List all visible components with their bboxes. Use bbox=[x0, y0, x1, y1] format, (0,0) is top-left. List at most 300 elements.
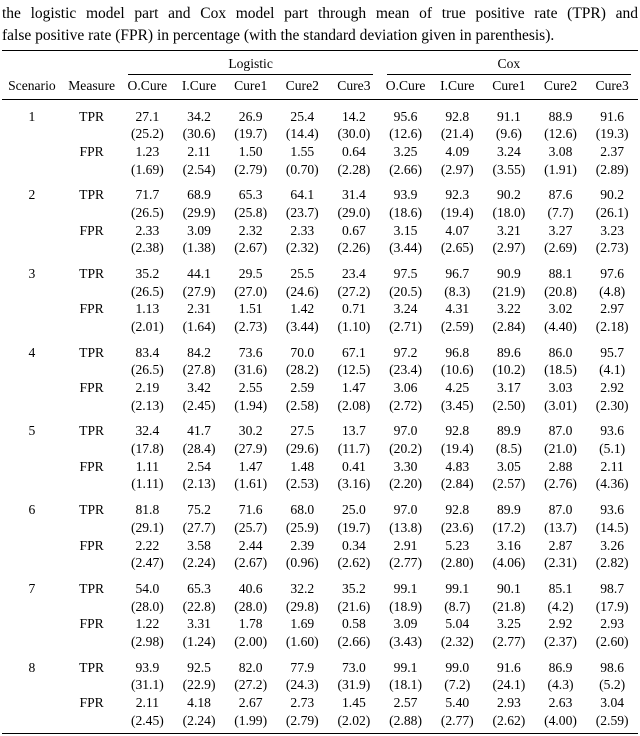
value-cell: 77.9 bbox=[290, 659, 315, 675]
value-cell: 27.1 bbox=[135, 108, 160, 124]
value-cell: 2.33 bbox=[135, 222, 160, 238]
value-cell: 1.42 bbox=[290, 301, 315, 317]
value-cell: 87.0 bbox=[548, 423, 573, 439]
value-cell: 2.37 bbox=[600, 144, 625, 160]
value-cell: 2.11 bbox=[135, 694, 159, 710]
value-cell: 32.4 bbox=[135, 423, 160, 439]
value-cell: (11.7) bbox=[337, 441, 371, 457]
value-cell: 25.4 bbox=[290, 108, 315, 124]
empty-cell bbox=[62, 283, 122, 301]
value-cell: (2.69) bbox=[544, 240, 577, 256]
value-cell: 90.9 bbox=[497, 266, 521, 282]
value-cell: 2.33 bbox=[290, 222, 315, 238]
table-row bbox=[2, 161, 638, 179]
value-cell: (2.13) bbox=[182, 476, 216, 492]
column-header-ocure-cox: O.Cure bbox=[380, 75, 432, 99]
measure-label: FPR bbox=[79, 616, 104, 632]
value-cell: (20.8) bbox=[544, 283, 577, 299]
value-cell: (21.6) bbox=[337, 598, 371, 614]
value-cell: (27.8) bbox=[182, 362, 216, 378]
value-cell: (2.45) bbox=[182, 397, 216, 413]
value-cell: (2.37) bbox=[544, 633, 577, 649]
value-cell: 92.5 bbox=[187, 659, 211, 675]
value-cell: 70.0 bbox=[290, 344, 315, 360]
value-cell: 75.2 bbox=[187, 502, 211, 518]
value-cell: (29.8) bbox=[285, 598, 319, 614]
value-cell: (29.9) bbox=[182, 205, 216, 221]
value-cell: 3.23 bbox=[600, 222, 625, 238]
scenario-number: 7 bbox=[28, 580, 36, 596]
value-cell: 82.0 bbox=[238, 659, 263, 675]
measure-label: FPR bbox=[79, 301, 104, 317]
empty-cell bbox=[2, 615, 62, 633]
table-row bbox=[2, 554, 638, 572]
value-cell: 32.2 bbox=[290, 580, 315, 596]
measure-label: TPR bbox=[79, 266, 105, 282]
value-cell: (27.2) bbox=[234, 677, 268, 693]
value-cell: (1.60) bbox=[285, 633, 319, 649]
column-header-icure-logistic: I.Cure bbox=[173, 75, 225, 99]
column-header-scenario: Scenario bbox=[2, 75, 62, 99]
value-cell: (14.4) bbox=[285, 126, 319, 142]
value-cell: 2.44 bbox=[238, 537, 263, 553]
column-header-measure: Measure bbox=[62, 75, 122, 99]
value-cell: 3.58 bbox=[187, 537, 211, 553]
value-cell: (7.2) bbox=[444, 677, 471, 693]
value-cell: 5.40 bbox=[445, 694, 470, 710]
value-cell: 0.71 bbox=[342, 301, 366, 317]
caption-line-2: false positive rate (FPR) in percentage (with the standard deviation given in parenthesis). bbox=[2, 26, 555, 44]
value-cell: 1.11 bbox=[135, 458, 159, 474]
value-cell: (25.9) bbox=[285, 519, 319, 535]
value-cell: 2.22 bbox=[135, 537, 160, 553]
value-cell: (10.6) bbox=[440, 362, 474, 378]
value-cell: (19.4) bbox=[440, 205, 474, 221]
value-cell: (3.44) bbox=[389, 240, 422, 256]
value-cell: (19.3) bbox=[595, 126, 629, 142]
measure-label: FPR bbox=[79, 222, 104, 238]
group-header-logistic: Logistic bbox=[121, 51, 379, 75]
value-cell: 25.5 bbox=[290, 266, 315, 282]
value-cell: (31.1) bbox=[130, 677, 164, 693]
value-cell: 92.8 bbox=[445, 502, 470, 518]
value-cell: 40.6 bbox=[238, 580, 263, 596]
measure-label: TPR bbox=[79, 502, 105, 518]
group-header-cox: Cox bbox=[380, 51, 638, 75]
group-header-spacer bbox=[2, 51, 121, 75]
value-cell: 1.13 bbox=[135, 301, 160, 317]
value-cell: 91.6 bbox=[600, 108, 625, 124]
value-cell: (19.7) bbox=[234, 126, 268, 142]
value-cell: 95.7 bbox=[600, 344, 625, 360]
value-cell: (2.66) bbox=[337, 633, 371, 649]
value-cell: (2.67) bbox=[234, 555, 268, 571]
value-cell: 97.6 bbox=[600, 266, 625, 282]
value-cell: (2.50) bbox=[492, 397, 526, 413]
value-cell: (2.28) bbox=[337, 161, 371, 177]
value-cell: (2.31) bbox=[544, 555, 577, 571]
value-cell: (26.5) bbox=[130, 283, 164, 299]
measure-label: TPR bbox=[79, 344, 105, 360]
column-header-cure2-logistic: Cure2 bbox=[276, 75, 328, 99]
value-cell: (12.5) bbox=[337, 362, 371, 378]
value-cell: (17.8) bbox=[130, 441, 164, 457]
measure-label: TPR bbox=[79, 580, 105, 596]
table-row bbox=[2, 239, 638, 257]
value-cell: (4.3) bbox=[547, 677, 574, 693]
value-cell: (2.01) bbox=[130, 319, 164, 335]
empty-cell bbox=[2, 222, 62, 240]
value-cell: (26.1) bbox=[595, 205, 629, 221]
value-cell: 98.7 bbox=[600, 580, 625, 596]
value-cell: (2.32) bbox=[285, 240, 319, 256]
column-header-cure1-cox: Cure1 bbox=[483, 75, 535, 99]
value-cell: (5.2) bbox=[599, 677, 626, 693]
value-cell: 90.2 bbox=[600, 187, 625, 203]
empty-cell bbox=[62, 554, 122, 572]
value-cell: (24.1) bbox=[492, 677, 526, 693]
table-row bbox=[2, 283, 638, 301]
value-cell: (3.01) bbox=[544, 397, 577, 413]
value-cell: (2.57) bbox=[492, 476, 526, 492]
value-cell: 71.6 bbox=[238, 502, 263, 518]
scenario-number: 5 bbox=[28, 423, 36, 439]
empty-cell bbox=[2, 204, 62, 222]
table-row bbox=[2, 300, 638, 318]
value-cell: 1.51 bbox=[238, 301, 263, 317]
value-cell: (2.88) bbox=[389, 712, 422, 728]
empty-cell bbox=[2, 318, 62, 336]
empty-cell bbox=[62, 440, 122, 458]
value-cell: (30.6) bbox=[182, 126, 216, 142]
value-cell: 67.1 bbox=[342, 344, 366, 360]
value-cell: (1.10) bbox=[337, 319, 371, 335]
table-row bbox=[2, 598, 638, 616]
value-cell: 2.93 bbox=[497, 694, 521, 710]
scenario-number: 1 bbox=[28, 108, 36, 124]
value-cell: 27.5 bbox=[290, 423, 315, 439]
value-cell: 3.04 bbox=[600, 694, 625, 710]
value-cell: (13.7) bbox=[544, 519, 577, 535]
value-cell: 2.54 bbox=[187, 458, 211, 474]
value-cell: (2.54) bbox=[182, 161, 216, 177]
value-cell: 3.06 bbox=[393, 380, 418, 396]
value-cell: 65.3 bbox=[238, 187, 263, 203]
value-cell: (4.00) bbox=[544, 712, 577, 728]
value-cell: 3.42 bbox=[187, 380, 211, 396]
value-cell: 2.92 bbox=[548, 616, 573, 632]
measure-label: FPR bbox=[79, 458, 104, 474]
value-cell: (2.62) bbox=[337, 555, 371, 571]
value-cell: 25.0 bbox=[342, 502, 366, 518]
value-cell: (27.2) bbox=[337, 283, 371, 299]
value-cell: (2.73) bbox=[595, 240, 629, 256]
column-header-cure1-logistic: Cure1 bbox=[225, 75, 277, 99]
value-cell: (18.5) bbox=[544, 362, 577, 378]
value-cell: 3.05 bbox=[497, 458, 521, 474]
value-cell: 2.63 bbox=[548, 694, 573, 710]
value-cell: (2.76) bbox=[544, 476, 577, 492]
value-cell: 87.0 bbox=[548, 502, 573, 518]
value-cell: 0.41 bbox=[342, 458, 366, 474]
measure-label: TPR bbox=[79, 659, 105, 675]
value-cell: 44.1 bbox=[187, 266, 211, 282]
value-cell: 3.21 bbox=[497, 222, 521, 238]
table-caption bbox=[2, 3, 638, 46]
value-cell: 31.4 bbox=[342, 187, 366, 203]
empty-cell bbox=[62, 712, 122, 734]
value-cell: 3.24 bbox=[393, 301, 418, 317]
value-cell: (2.45) bbox=[130, 712, 164, 728]
value-cell: (20.2) bbox=[389, 441, 422, 457]
value-cell: 68.9 bbox=[187, 187, 211, 203]
value-cell: (2.89) bbox=[595, 161, 629, 177]
column-header-cure2-cox: Cure2 bbox=[535, 75, 587, 99]
value-cell: 2.39 bbox=[290, 537, 315, 553]
value-cell: 35.2 bbox=[135, 266, 160, 282]
value-cell: (28.2) bbox=[285, 362, 319, 378]
value-cell: 71.7 bbox=[135, 187, 160, 203]
table-row bbox=[2, 615, 638, 633]
value-cell: 3.15 bbox=[393, 222, 418, 238]
value-cell: 86.0 bbox=[548, 344, 573, 360]
value-cell: 1.48 bbox=[290, 458, 315, 474]
value-cell: (29.0) bbox=[337, 205, 371, 221]
value-cell: (2.84) bbox=[440, 476, 474, 492]
value-cell: 3.30 bbox=[393, 458, 418, 474]
value-cell: (27.0) bbox=[234, 283, 268, 299]
paper-page bbox=[2, 3, 638, 734]
value-cell: 1.50 bbox=[238, 144, 263, 160]
column-header-ocure-logistic: O.Cure bbox=[121, 75, 173, 99]
value-cell: (21.9) bbox=[492, 283, 526, 299]
table-row bbox=[2, 257, 638, 283]
table-row bbox=[2, 633, 638, 651]
empty-cell bbox=[62, 161, 122, 179]
table-row bbox=[2, 572, 638, 598]
scenario-number: 2 bbox=[28, 187, 36, 203]
value-cell: 83.4 bbox=[135, 344, 160, 360]
empty-cell bbox=[2, 283, 62, 301]
empty-cell bbox=[2, 379, 62, 397]
empty-cell bbox=[62, 475, 122, 493]
value-cell: 1.47 bbox=[238, 458, 263, 474]
column-header-cure3-cox: Cure3 bbox=[586, 75, 638, 99]
value-cell: (20.5) bbox=[389, 283, 422, 299]
value-cell: 3.09 bbox=[393, 616, 418, 632]
value-cell: (2.38) bbox=[130, 240, 164, 256]
table-row bbox=[2, 440, 638, 458]
value-cell: (4.2) bbox=[547, 598, 574, 614]
value-cell: (24.6) bbox=[285, 283, 319, 299]
value-cell: 89.9 bbox=[497, 423, 521, 439]
value-cell: 99.0 bbox=[445, 659, 470, 675]
value-cell: 91.1 bbox=[497, 108, 521, 124]
measure-label: TPR bbox=[79, 187, 105, 203]
value-cell: (8.5) bbox=[495, 441, 522, 457]
value-cell: (1.24) bbox=[182, 633, 216, 649]
value-cell: (2.77) bbox=[492, 633, 526, 649]
empty-cell bbox=[2, 694, 62, 712]
value-cell: 4.25 bbox=[445, 380, 470, 396]
table-row bbox=[2, 379, 638, 397]
value-cell: 3.31 bbox=[187, 616, 211, 632]
value-cell: (4.40) bbox=[544, 319, 577, 335]
value-cell: (29.6) bbox=[285, 441, 319, 457]
value-cell: (2.62) bbox=[492, 712, 526, 728]
value-cell: 86.9 bbox=[548, 659, 573, 675]
value-cell: (2.08) bbox=[337, 397, 371, 413]
value-cell: 5.04 bbox=[445, 616, 470, 632]
value-cell: (29.1) bbox=[130, 519, 164, 535]
value-cell: 1.45 bbox=[342, 694, 366, 710]
value-cell: (2.67) bbox=[234, 240, 268, 256]
caption-line-1: the logistic model part and Cox model part through mean of true positive rate (TPR) and bbox=[2, 5, 638, 22]
value-cell: (2.77) bbox=[440, 712, 474, 728]
value-cell: (2.65) bbox=[440, 240, 474, 256]
value-cell: (17.2) bbox=[492, 519, 526, 535]
value-cell: (25.2) bbox=[130, 126, 164, 142]
value-cell: 3.26 bbox=[600, 537, 625, 553]
empty-cell bbox=[2, 712, 62, 734]
value-cell: 2.31 bbox=[187, 301, 211, 317]
value-cell: 3.22 bbox=[497, 301, 521, 317]
value-cell: (3.16) bbox=[337, 476, 371, 492]
table-row bbox=[2, 694, 638, 712]
empty-cell bbox=[62, 397, 122, 415]
value-cell: (4.06) bbox=[492, 555, 526, 571]
value-cell: 97.5 bbox=[393, 266, 418, 282]
value-cell: (22.9) bbox=[182, 677, 216, 693]
value-cell: 3.02 bbox=[548, 301, 573, 317]
value-cell: 0.34 bbox=[342, 537, 366, 553]
empty-cell bbox=[2, 475, 62, 493]
scenario-number: 8 bbox=[28, 659, 36, 675]
value-cell: (2.73) bbox=[234, 319, 268, 335]
value-cell: (2.79) bbox=[285, 712, 319, 728]
value-cell: 14.2 bbox=[342, 108, 366, 124]
value-cell: (12.6) bbox=[544, 126, 577, 142]
value-cell: (22.8) bbox=[182, 598, 216, 614]
value-cell: (2.18) bbox=[595, 319, 629, 335]
value-cell: (18.1) bbox=[389, 677, 422, 693]
value-cell: 3.27 bbox=[548, 222, 573, 238]
value-cell: 54.0 bbox=[135, 580, 160, 596]
empty-cell bbox=[62, 318, 122, 336]
value-cell: (2.00) bbox=[234, 633, 268, 649]
value-cell: (3.44) bbox=[285, 319, 319, 335]
value-cell: 29.5 bbox=[238, 266, 263, 282]
value-cell: (1.11) bbox=[131, 476, 164, 492]
value-cell: (2.72) bbox=[389, 397, 422, 413]
value-cell: 85.1 bbox=[548, 580, 573, 596]
value-cell: 41.7 bbox=[187, 423, 211, 439]
value-cell: 30.2 bbox=[238, 423, 263, 439]
value-cell: 13.7 bbox=[342, 423, 366, 439]
value-cell: 3.16 bbox=[497, 537, 521, 553]
table-row bbox=[2, 143, 638, 161]
value-cell: (18.9) bbox=[389, 598, 422, 614]
value-cell: 2.55 bbox=[238, 380, 263, 396]
value-cell: 1.23 bbox=[135, 144, 160, 160]
table-row bbox=[2, 712, 638, 734]
value-cell: 2.67 bbox=[238, 694, 263, 710]
value-cell: 2.93 bbox=[600, 616, 625, 632]
value-cell: (2.97) bbox=[492, 240, 526, 256]
value-cell: (8.3) bbox=[444, 283, 471, 299]
value-cell: 4.83 bbox=[445, 458, 470, 474]
table-row bbox=[2, 222, 638, 240]
value-cell: (5.1) bbox=[599, 441, 626, 457]
measure-label: TPR bbox=[79, 108, 105, 124]
value-cell: (21.0) bbox=[544, 441, 577, 457]
value-cell: (23.7) bbox=[285, 205, 319, 221]
value-cell: (2.58) bbox=[285, 397, 319, 413]
value-cell: (21.4) bbox=[440, 126, 474, 142]
value-cell: (1.99) bbox=[234, 712, 268, 728]
value-cell: (1.91) bbox=[544, 161, 577, 177]
value-cell: (23.4) bbox=[389, 362, 422, 378]
value-cell: 96.7 bbox=[445, 266, 470, 282]
value-cell: (27.9) bbox=[234, 441, 268, 457]
value-cell: 2.73 bbox=[290, 694, 315, 710]
value-cell: (25.7) bbox=[234, 519, 268, 535]
empty-cell bbox=[2, 554, 62, 572]
value-cell: 4.18 bbox=[187, 694, 211, 710]
value-cell: (2.30) bbox=[595, 397, 629, 413]
value-cell: (21.8) bbox=[492, 598, 526, 614]
value-cell: 23.4 bbox=[342, 266, 366, 282]
value-cell: (28.0) bbox=[234, 598, 268, 614]
value-cell: 84.2 bbox=[187, 344, 211, 360]
value-cell: (23.6) bbox=[440, 519, 474, 535]
value-cell: (2.66) bbox=[389, 161, 422, 177]
value-cell: 87.6 bbox=[548, 187, 573, 203]
value-cell: (2.80) bbox=[440, 555, 474, 571]
value-cell: 2.11 bbox=[187, 144, 211, 160]
value-cell: 93.6 bbox=[600, 423, 625, 439]
value-cell: 88.9 bbox=[548, 108, 573, 124]
empty-cell bbox=[62, 676, 122, 694]
value-cell: (27.9) bbox=[182, 283, 216, 299]
value-cell: (4.1) bbox=[599, 362, 626, 378]
value-cell: 34.2 bbox=[187, 108, 211, 124]
value-cell: 97.0 bbox=[393, 423, 418, 439]
value-cell: (28.0) bbox=[130, 598, 164, 614]
table-row bbox=[2, 676, 638, 694]
empty-cell bbox=[2, 397, 62, 415]
value-cell: (7.7) bbox=[547, 205, 574, 221]
table-row bbox=[2, 414, 638, 440]
value-cell: 88.1 bbox=[548, 266, 573, 282]
table-row bbox=[2, 204, 638, 222]
table-row bbox=[2, 178, 638, 204]
value-cell: (1.69) bbox=[130, 161, 164, 177]
value-cell: (17.9) bbox=[595, 598, 629, 614]
value-cell: 97.0 bbox=[393, 502, 418, 518]
value-cell: (2.24) bbox=[182, 555, 216, 571]
value-cell: 92.8 bbox=[445, 108, 470, 124]
value-cell: 90.2 bbox=[497, 187, 521, 203]
value-cell: (2.20) bbox=[389, 476, 422, 492]
value-cell: (2.84) bbox=[492, 319, 526, 335]
table-row bbox=[2, 397, 638, 415]
value-cell: (3.43) bbox=[389, 633, 422, 649]
value-cell: 2.88 bbox=[548, 458, 573, 474]
value-cell: 81.8 bbox=[135, 502, 160, 518]
value-cell: (2.82) bbox=[595, 555, 629, 571]
value-cell: (18.6) bbox=[389, 205, 422, 221]
